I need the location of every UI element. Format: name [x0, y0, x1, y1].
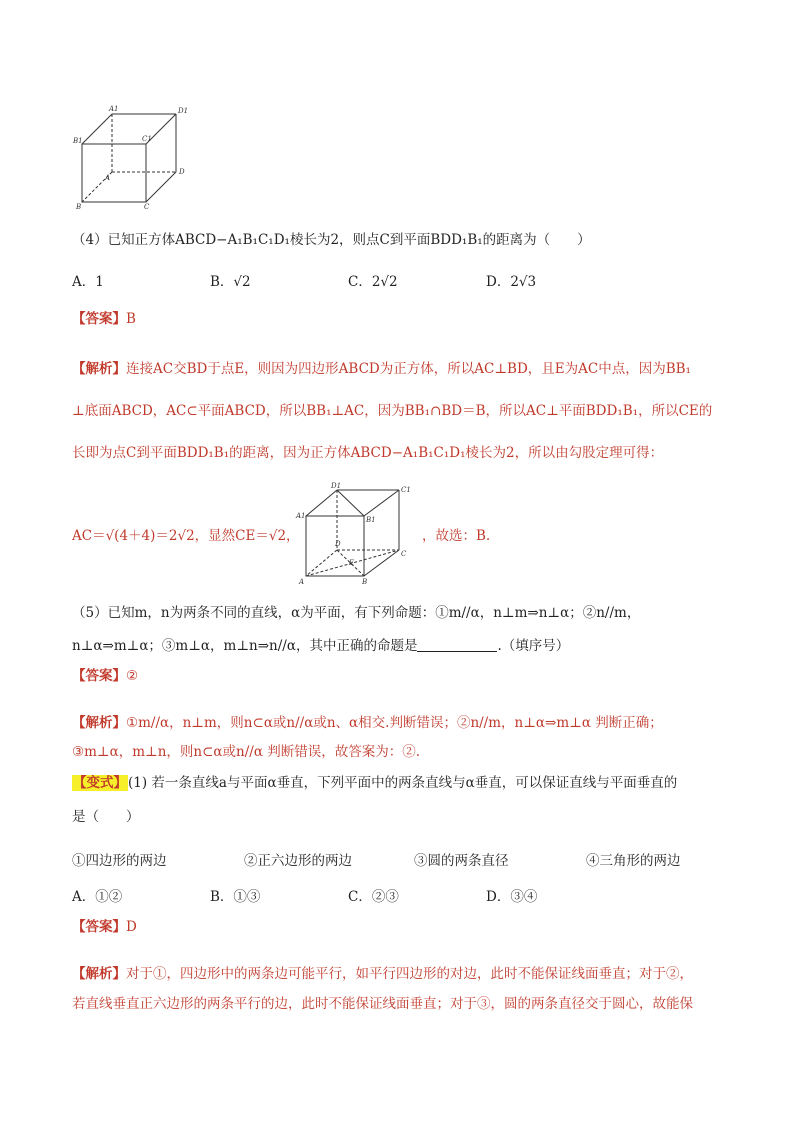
- q4-analysis-text-1: 连接AC交BD于点E，则因为四边形ABCD为正方体，所以AC⊥BD，且E为AC中点，因为BB₁: [126, 361, 691, 377]
- cube1-label-b1: B1: [73, 137, 83, 145]
- variant-analysis-line-1: [72, 964, 693, 984]
- cube1-label-c1: C1: [142, 135, 152, 143]
- variant-stem-line-2: 是（ ）: [72, 809, 140, 825]
- cube1-label-d: D: [179, 168, 185, 176]
- cube2-label-b: B: [362, 578, 368, 586]
- q5-stem-line-1: （5）已知m，n为两条不同的直线，α为平面，有下列命题：①m//α，n⊥m⇒n⊥α；②n//m，: [72, 605, 641, 621]
- cube-figure-1: [72, 100, 197, 210]
- q5-stem-line-2-text: n⊥α⇒m⊥α；③m⊥α，m⊥n⇒n//α，其中正确的命题是: [72, 638, 418, 654]
- cube1-front-face: [82, 144, 146, 202]
- answer-tag: 【答案】: [72, 919, 126, 935]
- answer-tag: 【答案】: [72, 311, 126, 327]
- cube2-label-d1: D1: [331, 482, 342, 490]
- cube1-label-c: C: [144, 203, 150, 210]
- cube-figure-2: [295, 480, 425, 588]
- q5-answer-value: ②: [126, 668, 139, 684]
- variant-item-1: ①四边形的两边: [72, 853, 167, 869]
- q4-analysis-line-1: [72, 359, 691, 379]
- variant-stem-text: (1) 若一条直线a与平面α垂直，下列平面中的两条直线与α垂直，可以保证直线与平面垂直的: [128, 775, 678, 791]
- variant-option-d: D．③④: [486, 889, 538, 905]
- cube2-label-e: E: [349, 559, 355, 567]
- q4-answer-value: B: [126, 311, 136, 327]
- q5-answer-blank: [417, 637, 497, 652]
- q4-answer: [72, 309, 136, 329]
- variant-item-4: ④三角形的两边: [586, 853, 681, 869]
- q4-analysis-line-3: 长即为点C到平面BDD₁B₁的距离，因为正方体ABCD−A₁B₁C₁D₁棱长为2，所以由勾股定理可得：: [72, 445, 664, 461]
- cube1-label-d1: D1: [178, 107, 189, 115]
- q4-conclusion: ，故选：B.: [422, 528, 491, 544]
- variant-analysis-line-2: 若直线垂直正六边形的两条平行的边，此时不能保证线面垂直；对于③，圆的两条直径交于圆心，故能保: [72, 996, 693, 1012]
- q4-formula: AC＝√(4＋4)＝2√2，显然CE＝√2，: [72, 528, 300, 544]
- q5-answer: [72, 666, 138, 686]
- cube2-label-c1: C1: [401, 486, 411, 494]
- variant-tag: 【变式】: [73, 775, 127, 791]
- q5-stem-line-2-suffix: .（填序号）: [497, 638, 570, 654]
- cube1-label-a: A: [105, 174, 111, 182]
- cube1-label-b: B: [76, 203, 82, 210]
- cube2-label-c: C: [401, 550, 407, 558]
- variant-analysis-text-1: 对于①，四边形中的两条边可能平行，如平行四边形的对边，此时不能保证线面垂直；对于②，: [126, 966, 693, 982]
- q4-analysis-line-2: ⊥底面ABCD，AC⊂平面ABCD，所以BB₁⊥AC，因为BB₁∩BD＝B，所以AC⊥平面BDD₁B₁，所以CE的: [72, 403, 713, 419]
- answer-tag: 【答案】: [72, 668, 126, 684]
- cube1-label-a1: A1: [109, 105, 119, 113]
- analysis-tag: 【解析】: [72, 966, 126, 982]
- q5-analysis-line-2: ③m⊥α，m⊥n，则n⊂α或n//α 判断错误，故答案为：②.: [72, 744, 421, 760]
- cube2-label-d: D: [335, 540, 341, 548]
- variant-option-c: C．②③: [348, 889, 399, 905]
- q5-analysis-line-1: [72, 713, 663, 733]
- variant-item-3: ③圆的两条直径: [414, 853, 509, 869]
- analysis-tag: 【解析】: [72, 361, 126, 377]
- q5-stem-line-2: [72, 636, 569, 656]
- q4-option-c: C．2√2: [348, 274, 398, 290]
- cube2-label-b1: B1: [366, 516, 376, 524]
- variant-answer: [72, 917, 137, 937]
- q4-stem: （4）已知正方体ABCD−A₁B₁C₁D₁棱长为2，则点C到平面BDD₁B₁的距离为（ ）: [72, 232, 591, 248]
- variant-stem-line-1: [72, 773, 677, 793]
- q5-analysis-text-1: ①m//α，n⊥m，则n⊂α或n//α或n、α相交.判断错误；②n//m，n⊥α⇒m⊥α 判断正确；: [126, 715, 663, 731]
- q4-option-d: D．2√3: [486, 274, 537, 290]
- q4-option-b: B．√2: [210, 274, 251, 290]
- variant-option-b: B．①③: [210, 889, 261, 905]
- variant-answer-value: D: [126, 919, 137, 935]
- cube2-label-a: A: [299, 578, 305, 586]
- q4-option-a: A．1: [72, 274, 104, 290]
- variant-option-a: A．①②: [72, 889, 123, 905]
- cube2-label-a1: A1: [296, 512, 306, 520]
- variant-item-2: ②正六边形的两边: [244, 853, 352, 869]
- analysis-tag: 【解析】: [72, 715, 126, 731]
